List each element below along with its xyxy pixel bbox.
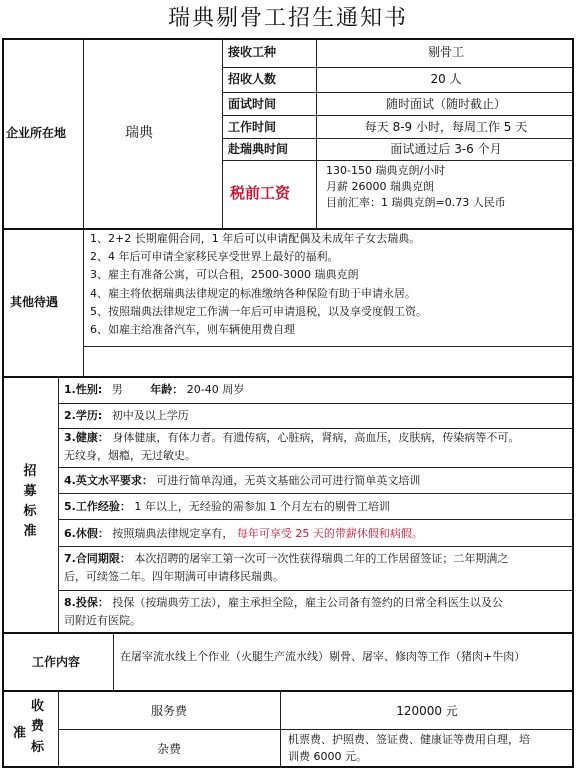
vacation-value: 按照瑞典法律规定享有， (112, 527, 234, 540)
service-fee-label: 服务费 (150, 704, 187, 718)
misc-fee-line-2: 训费 6000 元。 (288, 750, 367, 763)
company-location-value: 瑞典 (125, 125, 153, 141)
age-value: 20-40 周岁 (186, 383, 245, 396)
contract-label: 7.合同期限： (64, 552, 131, 565)
req-education-row (64, 409, 189, 423)
education-value: 初中及以上学历 (111, 409, 189, 422)
misc-fee-label: 杂费 (156, 742, 181, 756)
benefit-item-6: 6、如雇主给准备汽车，则车辆使用费自理 (90, 323, 295, 336)
experience-value: 1 年以上，无经验的需参加 1 个月左右的剔骨工培训 (134, 500, 390, 513)
recruitment-standard-label (10, 462, 50, 542)
benefit-item-4: 4、雇主将依据瑞典法律规定的标准缴纳各种保险有助于申请永居。 (90, 287, 416, 300)
work-content-label: 工作内容 (32, 655, 81, 669)
pre-tax-salary-label: 税前工资 (230, 184, 291, 202)
benefit-item-3: 3、雇主有准备公寓，可以合租，2500-3000 瑞典克朗 (90, 268, 359, 281)
req-insurance-row (64, 596, 503, 610)
fee-label-char-2: 费 (31, 719, 45, 734)
interview-time-value: 随时面试（随时截止） (385, 97, 506, 111)
fee-label-char-1: 收 (31, 699, 45, 714)
contract-line-2: 后，可续签二年。四年期满可申请移民瑞典。 (64, 570, 284, 583)
contract-line-1: 本次招聘的屠宰工第一次可一次性获得瑞典二年的工作居留签证；二年期满之 (134, 552, 509, 565)
service-fee-value: 120000 元 (396, 704, 458, 718)
headcount-label: 招收人数 (228, 72, 277, 86)
salary-line-1: 130-150 瑞典克朗/小时 (326, 164, 446, 177)
age-label: 年龄： (150, 383, 184, 396)
headcount-value: 20 人 (430, 72, 462, 86)
misc-fee-line-1: 机票费、护照费、签证费、健康证等费用自理，培 (288, 733, 530, 746)
vacation-highlight: 每年可享受 25 天的带薪休假和病假。 (236, 527, 423, 540)
gender-value: 男 (111, 383, 123, 396)
english-label: 4.英文水平要求： (64, 474, 153, 487)
label-char-4: 准 (23, 524, 37, 539)
benefit-item-5: 5、按照瑞典法律规定工作满一年后可申请退税，以及享受度假工资。 (90, 305, 427, 318)
health-line-2: 无纹身，烟瘾，无过敏史。 (64, 449, 196, 462)
label-char-3: 标 (23, 504, 37, 519)
req-experience-row (64, 500, 390, 514)
label-char-1: 招 (23, 464, 37, 479)
insurance-line-2: 司附近有医院。 (64, 614, 141, 627)
insurance-line-1: 投保（按瑞典劳工法），雇主承担全险，雇主公司备有签约的日常全科医生以及公 (112, 596, 503, 609)
job-type-value: 剔骨工 (427, 45, 464, 59)
req-vacation-row (64, 527, 423, 541)
health-label: 3.健康： (64, 431, 109, 444)
gender-label: 1.性别: (64, 383, 103, 396)
req-english-row (64, 474, 420, 488)
salary-line-3: 目前汇率：1 瑞典克朗=0.73 人民币 (326, 196, 506, 209)
benefit-item-1: 1、2+2 长期雇佣合同，1 年后可以申请配偶及未成年子女去瑞典。 (90, 232, 421, 245)
work-hours-label: 工作时间 (228, 120, 277, 134)
work-content-value: 在屠宰流水线上个作业（火腿生产流水线）剔骨、屠宰、修肉等工作（猪肉+牛肉） (120, 650, 526, 663)
label-char-2: 募 (23, 484, 37, 499)
insurance-label: 8.投保： (64, 596, 109, 609)
education-label: 2.学历: (64, 409, 103, 422)
salary-line-2: 月薪 26000 瑞典克朗 (326, 180, 434, 193)
fee-label-char-3: 准 (13, 726, 27, 741)
english-value: 可进行简单沟通，无英文基础公司可进行简单英文培训 (156, 474, 421, 487)
health-line-1: 身体健康，有体力者。有遗传病，心脏病，肾病，高血压，皮肤病，传染病等不可。 (112, 431, 520, 444)
departure-time-value: 面试通过后 3-6 个月 (390, 142, 502, 156)
vacation-label: 6.休假： (64, 527, 109, 540)
departure-time-label: 赴瑞典时间 (228, 142, 289, 156)
job-type-label: 接收工种 (228, 45, 277, 59)
req-gender-row (64, 383, 244, 397)
benefit-item-2: 2、4 年后可申请全家移民享受世界上最好的福利。 (90, 250, 339, 263)
req-health-row (64, 431, 519, 445)
page-title: 瑞典剔骨工招生通知书 (167, 6, 408, 31)
work-hours-value: 每天 8-9 小时，每周工作 5 天 (364, 120, 528, 134)
company-location-label: 企业所在地 (6, 126, 67, 140)
req-contract-row (64, 552, 508, 566)
experience-label: 5.工作经验： (64, 500, 131, 513)
interview-time-label: 面试时间 (228, 97, 277, 111)
other-benefits-label: 其他待遇 (10, 295, 59, 309)
fee-label-char-4: 标 (31, 740, 45, 755)
